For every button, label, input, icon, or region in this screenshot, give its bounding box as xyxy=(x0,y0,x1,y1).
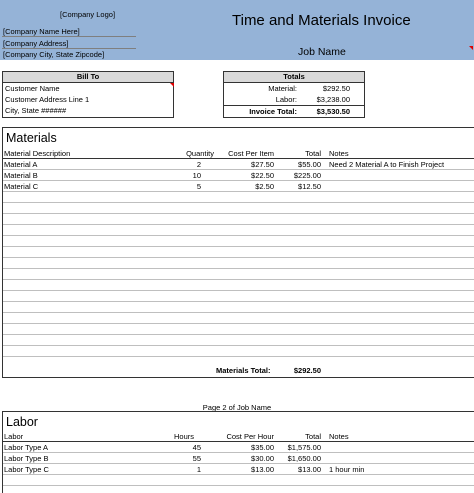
labor-header-rule xyxy=(3,441,474,442)
job-name: Job Name xyxy=(298,46,346,58)
labor-label: Labor: xyxy=(275,95,297,104)
row-rule xyxy=(3,312,474,313)
material-quantity[interactable]: 2 xyxy=(196,160,201,169)
material-cost[interactable]: $22.50 xyxy=(251,171,274,180)
row-rule xyxy=(3,169,474,170)
invoice-total-value: $3,530.50 xyxy=(316,107,350,116)
labor-total: $1,575.00 xyxy=(287,443,321,452)
row-rule xyxy=(3,452,474,453)
labor-col-total: Total xyxy=(305,432,321,441)
material-total: $12.50 xyxy=(298,182,321,191)
labor-title: Labor xyxy=(6,415,38,429)
labor-hours[interactable]: 55 xyxy=(192,454,201,463)
labor-total: $13.00 xyxy=(298,465,321,474)
material-quantity[interactable]: 10 xyxy=(192,171,201,180)
labor-type[interactable]: Labor Type C xyxy=(4,465,49,474)
customer-name[interactable]: Customer Name xyxy=(5,84,60,93)
materials-col-cost: Cost Per Item xyxy=(228,149,274,158)
row-rule xyxy=(3,213,474,214)
customer-address[interactable]: Customer Address Line 1 xyxy=(5,95,90,104)
material-description[interactable]: Material A xyxy=(4,160,38,169)
material-quantity[interactable]: 5 xyxy=(196,182,201,191)
material-notes[interactable]: Need 2 Material A to Finish Project xyxy=(329,160,445,169)
row-rule xyxy=(3,334,474,335)
materials-header-rule xyxy=(3,158,474,159)
totals-row-material xyxy=(224,84,364,95)
material-description[interactable]: Material C xyxy=(4,182,39,191)
row-rule xyxy=(3,463,474,464)
row-rule xyxy=(3,257,474,258)
materials-col-notes: Notes xyxy=(329,149,349,158)
labor-cost[interactable]: $30.00 xyxy=(251,454,274,463)
material-cost[interactable]: $2.50 xyxy=(255,182,274,191)
company-city: [Company City, State Zipcode] xyxy=(3,50,105,59)
page-footer: Page 2 of Job Name xyxy=(202,403,272,412)
customer-city[interactable]: City, State ###### xyxy=(5,106,67,115)
labor-cost[interactable]: $35.00 xyxy=(251,443,274,452)
materials-title: Materials xyxy=(6,131,57,145)
comment-indicator-icon xyxy=(469,46,473,50)
header-divider xyxy=(2,36,136,37)
row-rule xyxy=(3,246,474,247)
row-rule xyxy=(3,268,474,269)
labor-hours[interactable]: 1 xyxy=(196,465,201,474)
row-rule xyxy=(3,474,474,475)
labor-col-type: Labor xyxy=(4,432,24,441)
material-total: $225.00 xyxy=(293,171,321,180)
company-logo-placeholder: [Company Logo] xyxy=(60,10,116,19)
labor-type[interactable]: Labor Type B xyxy=(4,454,49,463)
company-name: [Company Name Here] xyxy=(3,27,80,36)
materials-col-quantity: Quantity xyxy=(186,149,214,158)
labor-notes[interactable]: 1 hour min xyxy=(329,465,365,474)
row-rule xyxy=(3,301,474,302)
row-rule xyxy=(3,191,474,192)
totals-row-invoice xyxy=(224,105,364,117)
row-rule xyxy=(3,224,474,225)
row-rule xyxy=(3,323,474,324)
material-description[interactable]: Material B xyxy=(4,171,38,180)
labor-total: $1,650.00 xyxy=(287,454,321,463)
row-rule xyxy=(3,180,474,181)
labor-col-hours: Hours xyxy=(173,432,194,441)
material-total: $55.00 xyxy=(298,160,321,169)
materials-total-label: Materials Total: xyxy=(216,366,271,375)
company-address: [Company Address] xyxy=(3,39,69,48)
materials-col-total: Total xyxy=(305,149,321,158)
labor-col-notes: Notes xyxy=(329,432,349,441)
labor-col-cost: Cost Per Hour xyxy=(226,432,274,441)
row-rule xyxy=(3,485,474,486)
labor-hours[interactable]: 45 xyxy=(192,443,201,452)
labor-type[interactable]: Labor Type A xyxy=(4,443,49,452)
header-divider xyxy=(2,48,136,49)
row-rule xyxy=(3,290,474,291)
totals-heading: Totals xyxy=(224,72,364,83)
invoice-total-label: Invoice Total: xyxy=(249,107,297,116)
labor-cost[interactable]: $13.00 xyxy=(251,465,274,474)
materials-total-value: $292.50 xyxy=(293,366,321,375)
material-label: Material: xyxy=(268,84,297,93)
row-rule xyxy=(3,202,474,203)
invoice-title: Time and Materials Invoice xyxy=(232,12,411,29)
bill-to-box xyxy=(2,71,174,118)
material-cost[interactable]: $27.50 xyxy=(251,160,274,169)
row-rule xyxy=(3,235,474,236)
row-rule xyxy=(3,356,474,357)
row-rule xyxy=(3,279,474,280)
material-value: $292.50 xyxy=(322,84,350,93)
labor-value: $3,238.00 xyxy=(316,95,350,104)
materials-col-description: Material Description xyxy=(4,149,71,158)
row-rule xyxy=(3,345,474,346)
bill-to-heading: Bill To xyxy=(3,72,173,83)
totals-box xyxy=(223,71,365,118)
comment-indicator-icon xyxy=(170,83,174,87)
